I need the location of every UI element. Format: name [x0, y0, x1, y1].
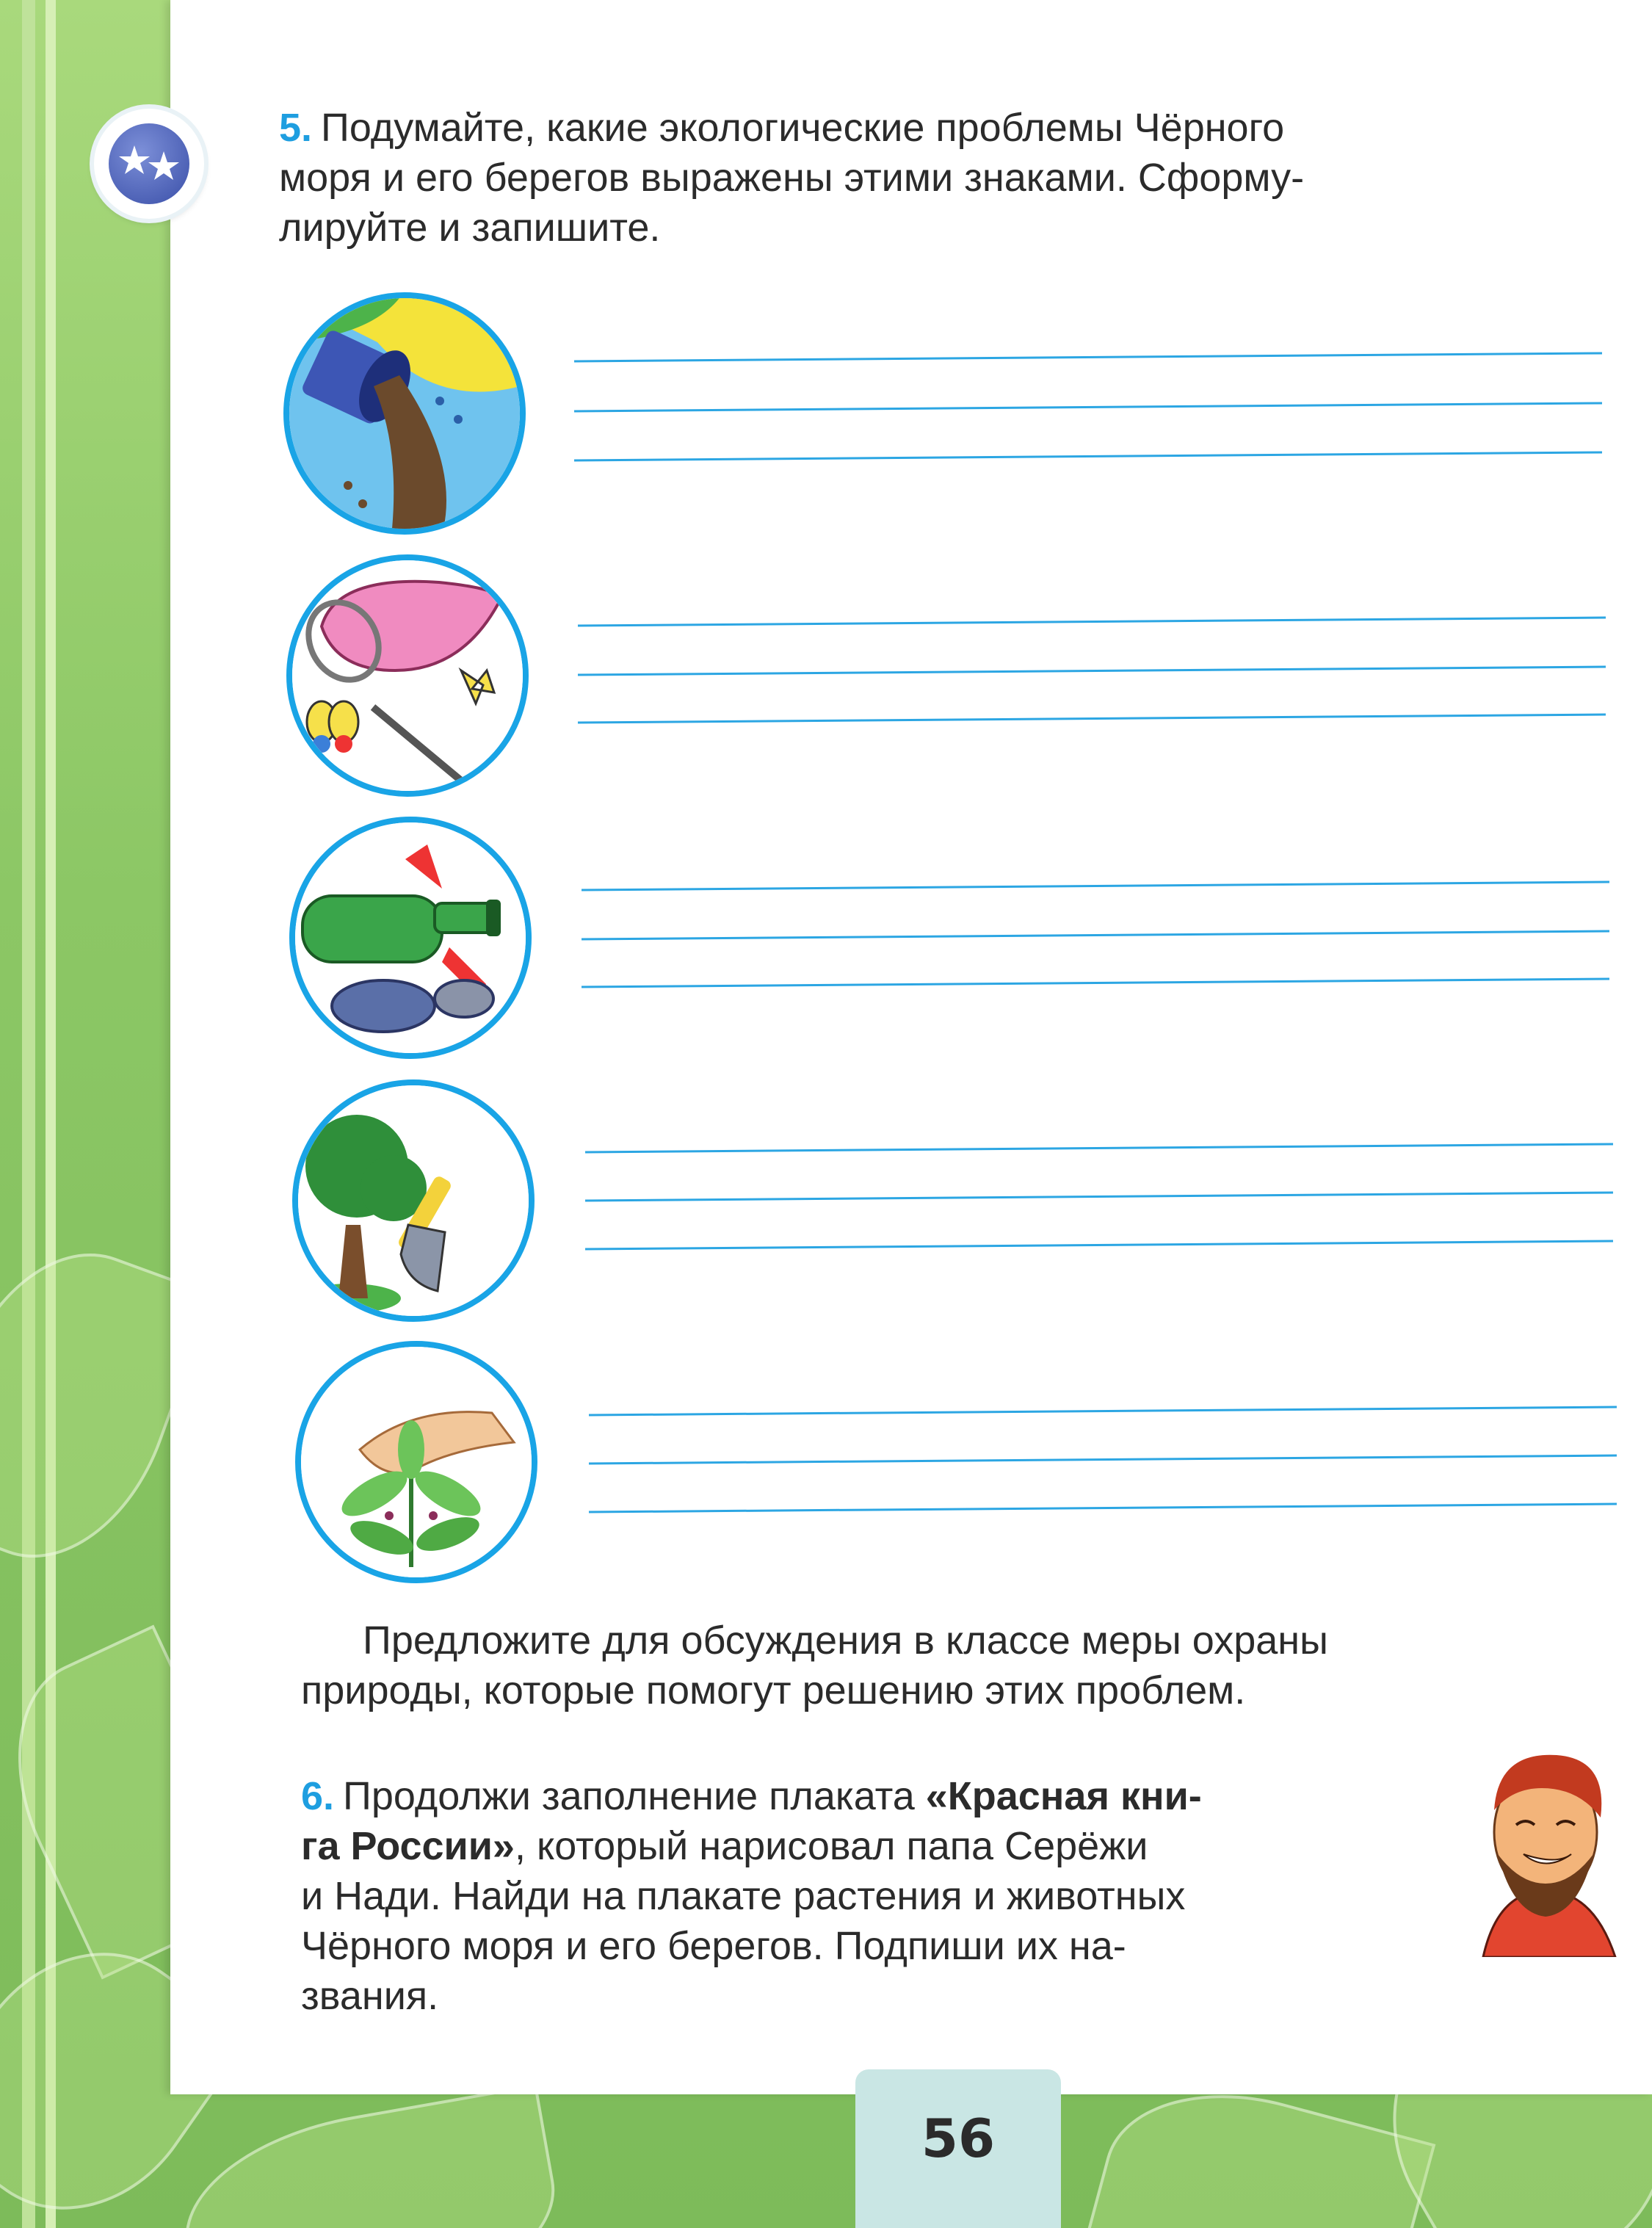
hand-plant-icon: [295, 1341, 537, 1583]
task-6-line-5: звания.: [301, 1974, 439, 2018]
writing-line[interactable]: [574, 352, 1602, 363]
task-6-line-4: Чёрного моря и его берегов. Подпиши их на-: [301, 1924, 1126, 1968]
butterfly-net-icon: [286, 554, 529, 797]
writing-line[interactable]: [585, 1143, 1613, 1154]
litter-bottle-can-icon: [289, 817, 532, 1059]
difficulty-badge: [94, 109, 204, 219]
writing-line[interactable]: [585, 1240, 1613, 1251]
discussion-text: [301, 1616, 1604, 1715]
task-6-bold-1: «Красная кни-: [925, 1774, 1202, 1818]
task-6-text-1: Продолжи заполнение плаката: [343, 1774, 926, 1818]
discussion-line-2: природы, которые помогут решению этих проблем.: [301, 1668, 1246, 1712]
task-5-line-1: Подумайте, какие экологические проблемы Чёрного: [321, 106, 1285, 150]
writing-line[interactable]: [578, 617, 1606, 627]
writing-line[interactable]: [582, 978, 1609, 988]
task-5-line-2: моря и его берегов выражены этими знаками. Сформу-: [279, 156, 1305, 200]
papa-character-illustration: [1468, 1744, 1623, 1957]
tree-axe-icon: [292, 1079, 535, 1322]
task-6-bold-2: га России»: [301, 1824, 515, 1868]
writing-line[interactable]: [582, 881, 1609, 891]
writing-line[interactable]: [578, 714, 1606, 724]
writing-line[interactable]: [589, 1406, 1617, 1417]
page-number: 56: [921, 2108, 996, 2169]
workbook-page: [170, 0, 1652, 2094]
task-5-number: 5.: [279, 106, 313, 150]
task-6-text-2: , который нарисовал папа Серёжи: [514, 1824, 1148, 1868]
task-5-line-3: лируйте и запишите.: [279, 206, 661, 250]
two-stars-icon: [109, 123, 189, 204]
writing-line[interactable]: [574, 402, 1602, 413]
page-number-tab: [855, 2069, 1061, 2228]
writing-line[interactable]: [589, 1455, 1617, 1465]
task-6-line-3: и Нади. Найди на плакате растения и животных: [301, 1874, 1186, 1918]
writing-line[interactable]: [574, 452, 1602, 462]
pollution-pipe-icon: [283, 292, 526, 535]
task-6-text: [301, 1771, 1452, 2021]
writing-line[interactable]: [585, 1192, 1613, 1202]
discussion-line-1: Предложите для обсуждения в классе меры охраны: [363, 1618, 1328, 1663]
writing-line[interactable]: [582, 930, 1609, 941]
writing-line[interactable]: [578, 666, 1606, 676]
task-5-text: [279, 103, 1595, 253]
writing-line[interactable]: [589, 1503, 1617, 1513]
task-6-number: 6.: [301, 1774, 335, 1818]
